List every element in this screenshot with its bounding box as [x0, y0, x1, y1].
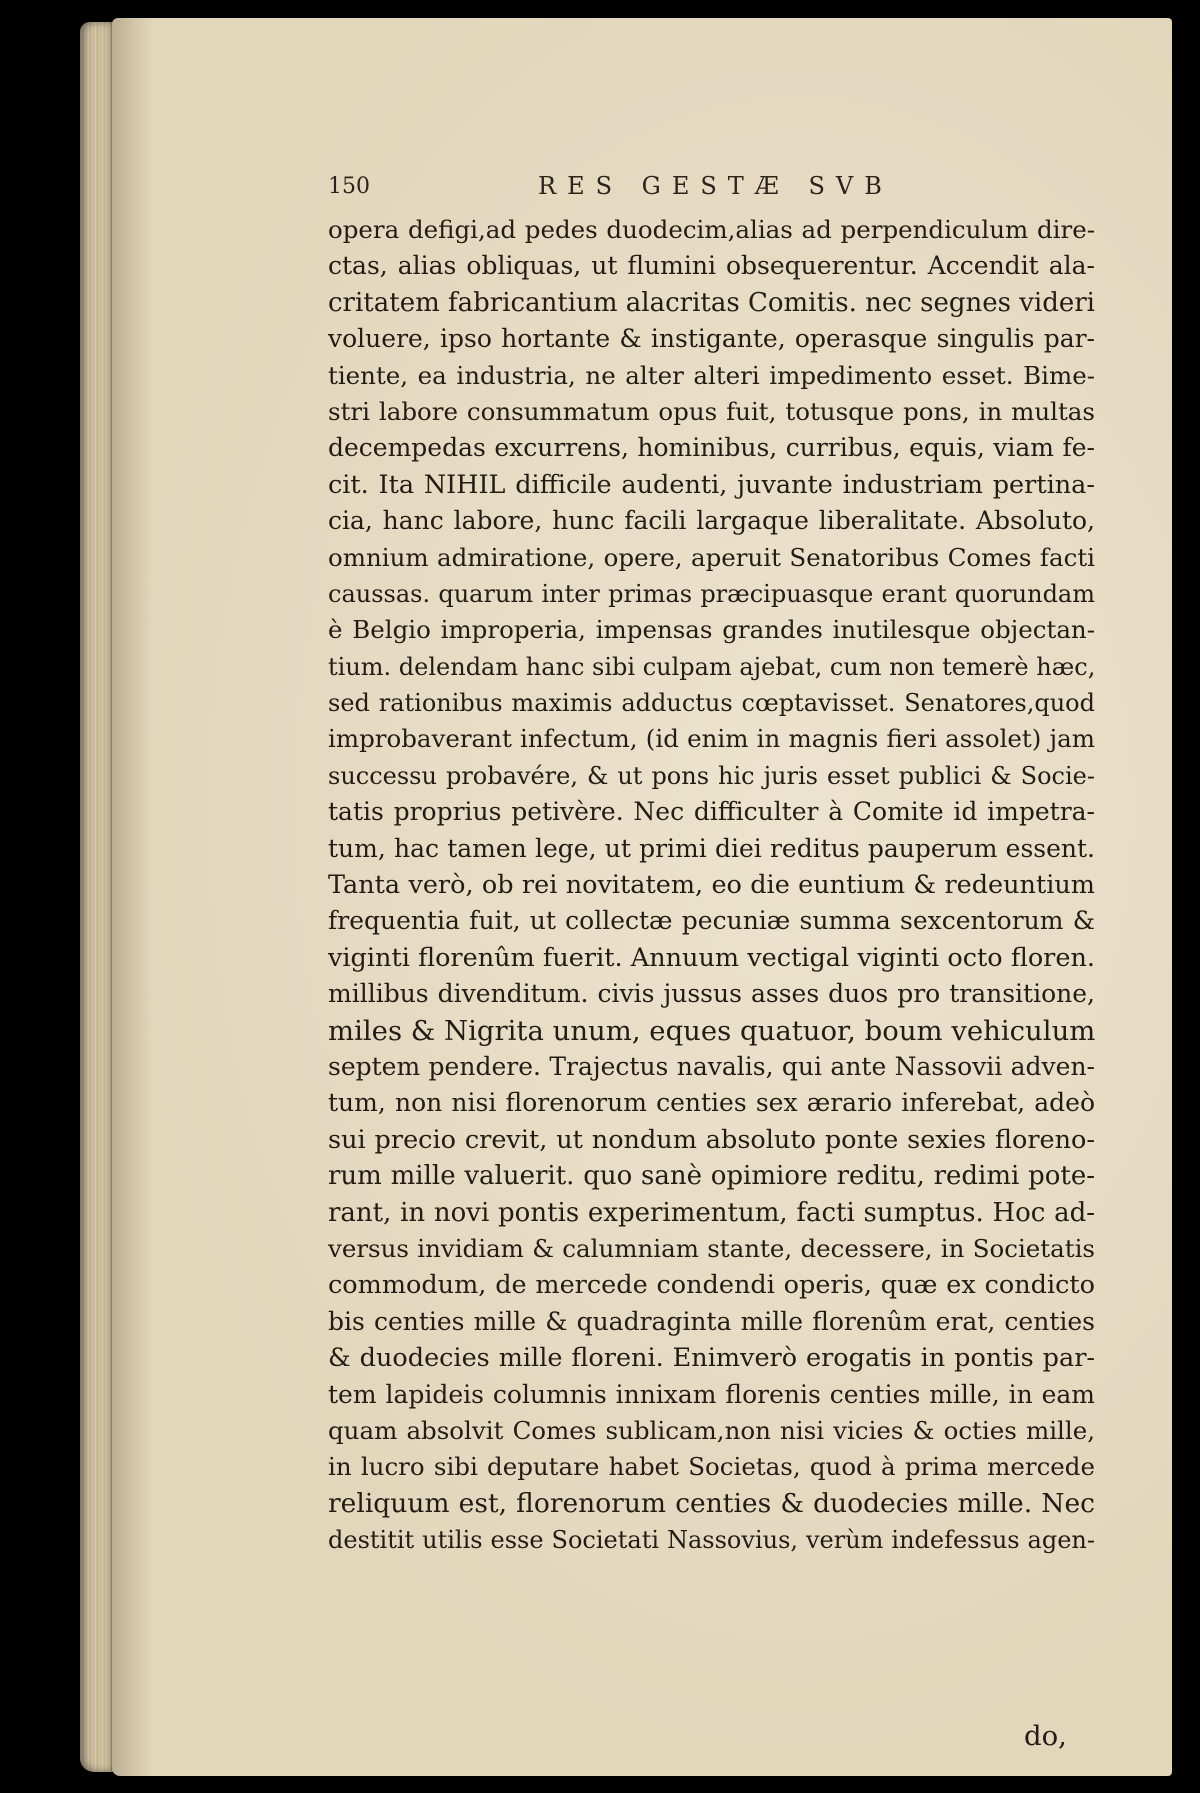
text-line: rum mille valuerit. quo sanè opimiore reditu, redimi pote- — [328, 1161, 1095, 1192]
text-line: tatis proprius petivère. Nec difficulter à Comite id impetra- — [328, 797, 1095, 827]
text-line: tium. delendam hanc sibi culpam ajebat, cum non temerè hæc, — [328, 652, 1095, 681]
text-line: reliquum est, florenorum centies & duodecies mille. Nec — [328, 1487, 1095, 1519]
text-line: millibus divenditum. civis jussus asses duos pro transitione, — [328, 979, 1095, 1009]
text-line: ctas, alias obliquas, ut flumini obsequerentur. Accendit ala- — [328, 251, 1095, 281]
text-line: septem pendere. Trajectus navalis, qui ante Nassovii adven- — [328, 1051, 1095, 1081]
text-line: tum, hac tamen lege, ut primi diei reditus pauperum essent. — [328, 833, 1095, 863]
text-line: viginti florenûm fuerit. Annuum vectigal viginti octo floren. — [328, 942, 1095, 973]
text-line: critatem fabricantium alacritas Comitis. nec segnes videri — [328, 287, 1095, 318]
text-line: frequentia fuit, ut collectæ pecuniæ summa sexcentorum & — [328, 906, 1095, 936]
text-line: omnium admiratione, opere, aperuit Senatoribus Comes facti — [328, 542, 1095, 572]
text-line: opera defigi,ad pedes duodecim,alias ad perpendiculum dire- — [328, 215, 1095, 244]
page-header — [328, 172, 1088, 208]
text-line: cia, hanc labore, hunc facili largaque liberalitate. Absoluto, — [328, 506, 1095, 536]
text-line: improbaverant infectum, (id enim in magnis fieri assolet) jam — [328, 724, 1095, 754]
text-line: tem lapideis columnis innixam florenis centies mille, in eam — [328, 1379, 1095, 1409]
text-line: stri labore consummatum opus fuit, totusque pons, in multas — [328, 396, 1095, 426]
catchword: do, — [1024, 1720, 1067, 1752]
text-line: miles & Nigrita unum, eques quatuor, boum vehiculum — [328, 1014, 1095, 1047]
text-line: sed rationibus maximis adductus cœptavisset. Senatores,quod — [328, 689, 1095, 718]
text-line: sui precio crevit, ut nondum absoluto ponte sexies floreno- — [328, 1124, 1095, 1155]
running-head: RES GESTÆ SVB — [538, 172, 893, 200]
text-line: decempedas excurrens, hominibus, curribus, equis, viam fe- — [328, 433, 1095, 463]
text-line: versus invidiam & calumniam stante, decessere, in Societatis — [328, 1233, 1095, 1263]
text-line: Tanta verò, ob rei novitatem, eo die euntium & redeuntium — [328, 870, 1095, 901]
text-line: destitit utilis esse Societati Nassovius, verùm indefessus agen- — [328, 1526, 1095, 1555]
text-line: cit. Ita NIHIL difficile audenti, juvante industriam pertina- — [328, 469, 1095, 500]
text-line: commodum, de mercede condendi operis, quæ ex condicto — [328, 1270, 1095, 1301]
text-line: voluere, ipso hortante & instigante, operasque singulis par- — [328, 324, 1095, 354]
text-line: & duodecies mille floreni. Enimverò erogatis in pontis par- — [328, 1343, 1095, 1374]
text-line: caussas. quarum inter primas præcipuasque erant quorundam — [328, 579, 1095, 608]
body-text — [328, 212, 1095, 1558]
text-line: quam absolvit Comes sublicam,non nisi vicies & octies mille, — [328, 1415, 1095, 1445]
text-line: tiente, ea industria, ne alter alteri impedimento esset. Bime- — [328, 360, 1095, 390]
text-line: è Belgio improperia, impensas grandes inutilesque objectan- — [328, 615, 1095, 645]
text-line: tum, non nisi florenorum centies sex ærario inferebat, adeò — [328, 1088, 1095, 1118]
text-line: bis centies mille & quadraginta mille florenûm erat, centies — [328, 1306, 1095, 1336]
text-line: rant, in novi pontis experimentum, facti sumptus. Hoc ad- — [328, 1197, 1095, 1228]
text-line: in lucro sibi deputare habet Societas, quod à prima mercede — [328, 1452, 1095, 1482]
page-number: 150 — [328, 174, 370, 199]
text-line: successu probavére, & ut pons hic juris esset publici & Socie- — [328, 761, 1095, 790]
